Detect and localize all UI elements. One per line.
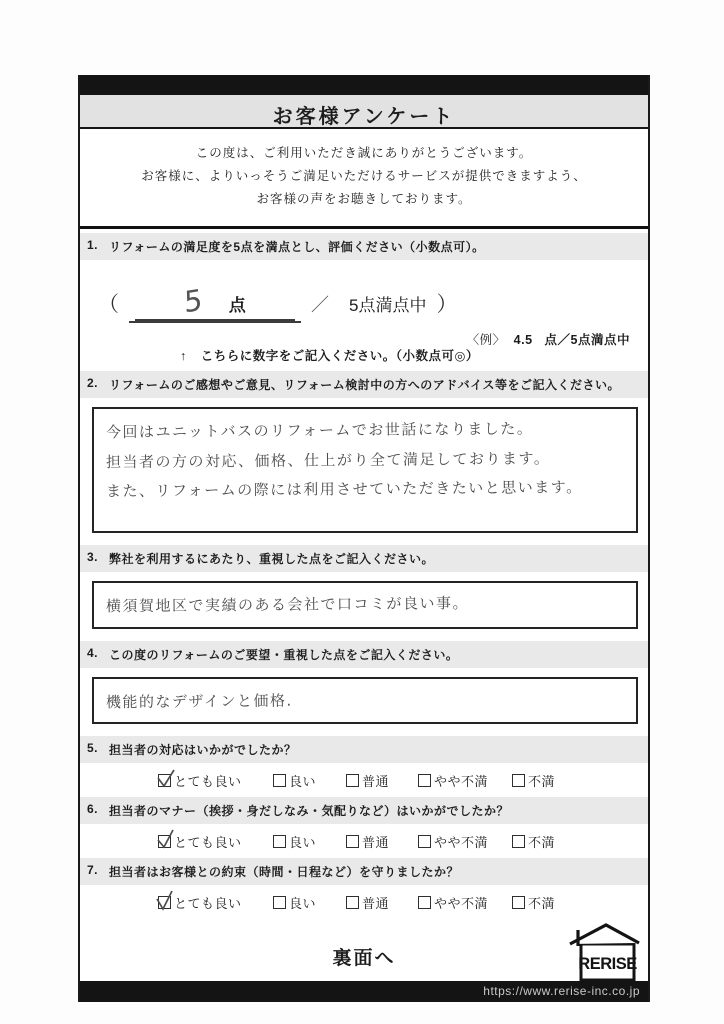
url-bar [80, 981, 648, 1002]
option-dissatisfied [512, 771, 555, 790]
checkbox [418, 774, 431, 787]
question-number: 2. [87, 376, 99, 391]
option-label: やや不満 [434, 895, 489, 911]
option-normal [346, 893, 389, 912]
question-number: 6. [87, 801, 99, 816]
question-4-body [80, 668, 648, 736]
handwritten-answer: 機能的なデザインと価格. [105, 691, 293, 711]
question-label: 弊社を利用するにあたり、重視した点をご記入ください。 [109, 552, 435, 567]
option-label: 不満 [528, 773, 556, 789]
intro-text [80, 129, 648, 223]
checkbox [273, 774, 286, 787]
checkbox [346, 835, 359, 848]
option-very-good [158, 893, 242, 912]
option-somewhat-dissatisfied [418, 893, 488, 912]
intro-line: この度は、ご利用いただき誠にありがとうございます。 [195, 146, 533, 160]
checkbox-checked [158, 835, 171, 848]
checkbox [512, 896, 525, 909]
section-divider [80, 226, 648, 229]
option-label: 良い [289, 895, 317, 911]
question-5-options [80, 763, 648, 797]
option-label: やや不満 [434, 834, 489, 850]
up-arrow-icon: ↑ [180, 349, 187, 364]
option-label: とても良い [174, 834, 242, 850]
checkbox-checked [158, 774, 171, 787]
question-3-body [80, 572, 648, 640]
question-3-header [80, 545, 648, 572]
option-label: 不満 [528, 895, 556, 911]
checkbox [418, 835, 431, 848]
checkbox [512, 835, 525, 848]
intro-line: お客様に、よりいっそうご満足いただけるサービスが提供できますよう、 [141, 169, 587, 184]
option-label: 良い [289, 834, 317, 850]
handwritten-score-value: 5 [183, 282, 204, 320]
handwritten-comment-line: 今回はユニットバスのリフォームでお世話になりました。 [105, 419, 534, 442]
question-label: リフォームの満足度を5点を満点とし、評価ください（小数点可）。 [109, 240, 485, 255]
option-label: 普通 [362, 834, 390, 850]
option-normal [346, 832, 389, 851]
question-1-header [80, 233, 648, 260]
option-label: とても良い [174, 773, 242, 789]
page-title: お客様アンケート [80, 95, 648, 129]
option-label: やや不満 [434, 773, 489, 789]
question-6-header [80, 797, 648, 824]
option-normal [346, 771, 389, 790]
checkbox [273, 835, 286, 848]
question-5-header [80, 736, 648, 763]
checkbox [273, 896, 286, 909]
footer [80, 919, 648, 981]
check-icon [155, 890, 177, 912]
score-unit: 点 [228, 296, 246, 316]
option-dissatisfied [512, 893, 555, 912]
option-very-good [158, 832, 242, 851]
question-number: 3. [87, 550, 99, 565]
question-number: 5. [87, 740, 99, 755]
logo-text: RERISE [578, 954, 637, 973]
paren-open: （ [98, 293, 119, 317]
check-icon [155, 768, 177, 790]
example-prefix: 〈例〉 [466, 333, 506, 348]
option-label: 普通 [362, 895, 390, 911]
comment-box [92, 407, 638, 533]
question-label: 担当者はお客様との約束（時間・日程など）を守りましたか？ [109, 864, 460, 879]
checkbox [346, 896, 359, 909]
question-number: 4. [87, 645, 99, 660]
check-icon [155, 829, 177, 851]
slash-separator: ／ [311, 295, 329, 316]
handwritten-comment-line: 担当者の方の対応、価格、仕上がり全て満足しております。 [105, 449, 551, 471]
option-dissatisfied [512, 832, 555, 851]
checkbox [512, 774, 525, 787]
option-somewhat-dissatisfied [418, 832, 488, 851]
option-label: 普通 [362, 773, 390, 789]
question-6-options [80, 824, 648, 858]
option-label: 不満 [528, 834, 556, 850]
example-suffix: 点／5点満点中 [544, 333, 630, 348]
company-url: https://www.rerise-inc.co.jp [483, 983, 640, 998]
score-example [467, 330, 634, 348]
option-very-good [158, 771, 242, 790]
house-icon [566, 917, 642, 985]
option-good [273, 832, 316, 851]
question-2-body [80, 398, 648, 545]
handwritten-comment-line: また、リフォームの際には利用させていただきたいと思います。 [105, 477, 583, 501]
question-label: リフォームのご感想やご意見、リフォーム検討中の方へのアドバイス等をご記入ください。 [109, 378, 620, 393]
checkbox-checked [158, 896, 171, 909]
survey-form [78, 75, 650, 1002]
option-label: 良い [289, 773, 317, 789]
question-2-header [80, 371, 648, 398]
intro-line: お客様の声をお聴きしております。 [256, 192, 472, 207]
option-good [273, 771, 316, 790]
top-black-bar [80, 75, 648, 95]
question-label: 担当者の対応はいかがでしたか？ [109, 742, 297, 757]
checkbox [346, 774, 359, 787]
question-label: この度のリフォームのご要望・重視した点をご記入ください。 [109, 647, 459, 662]
back-page-label: 裏面へ [332, 947, 396, 969]
handwritten-answer: 横須賀地区で実績のある会社で口コミが良い事。 [105, 594, 470, 616]
checkbox [418, 896, 431, 909]
question-4-header [80, 641, 648, 668]
score-hint-text: こちらに数字をご記入ください。（小数点可◎） [200, 349, 479, 364]
company-logo [566, 917, 642, 990]
score-scale: 5点満点中 [349, 296, 427, 316]
question-7-options [80, 885, 648, 919]
example-value: 4.5 [513, 333, 533, 348]
score-answer-line [98, 282, 458, 323]
comment-box [92, 677, 638, 724]
comment-box [92, 581, 638, 628]
question-1-body [80, 260, 648, 371]
question-7-header [80, 858, 648, 885]
option-somewhat-dissatisfied [418, 771, 488, 790]
paren-close: ） [436, 293, 458, 317]
score-field [129, 282, 301, 323]
question-label: 担当者のマナー（挨拶・身だしなみ・気配りなど）はいかがでしたか？ [109, 803, 510, 818]
option-label: とても良い [174, 895, 242, 911]
score-hint [180, 346, 479, 364]
option-good [273, 893, 316, 912]
question-number: 7. [87, 862, 99, 877]
question-number: 1. [87, 238, 99, 253]
